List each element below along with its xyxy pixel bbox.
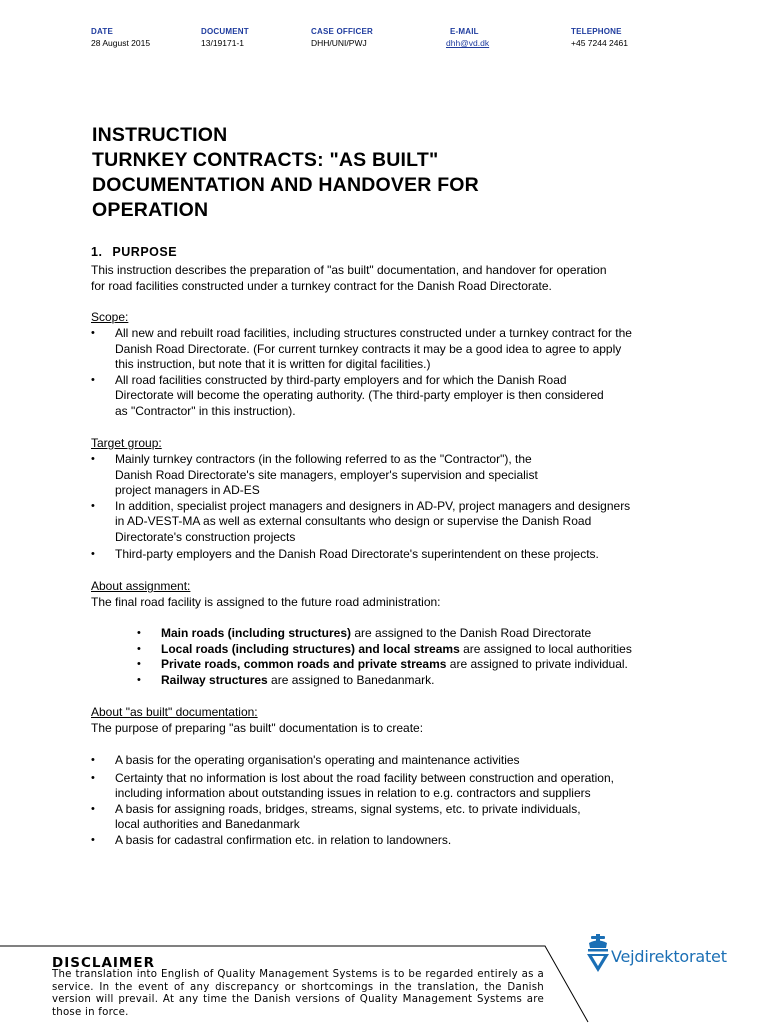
- target-group-list: [91, 452, 691, 563]
- disclaimer-text: The translation into English of Quality Management Systems is to be regarded entirely as a service. In the event of any discrepancy or shortcomings in the translation, the Danish version will prevail. At any time the Danish versions of Quality Management Systems are those in force.: [52, 969, 544, 1018]
- list-item: [91, 753, 691, 769]
- list-line: • In addition, specialist project managers and designers in AD-PV, project managers and designers: [115, 498, 631, 513]
- as-built-intro: The purpose of preparing "as built" documentation is to create:: [91, 721, 424, 735]
- list-item: [91, 771, 691, 802]
- section-heading: [91, 245, 177, 259]
- bold-text: Local roads (including structures) and local streams: [161, 641, 460, 656]
- list-item: [137, 626, 697, 642]
- scope-list: [91, 326, 691, 419]
- list-line: as "Contractor" in this instruction).: [115, 403, 296, 418]
- list-text: are assigned to the Danish Road Directorate: [351, 626, 592, 640]
- list-line: • A basis for cadastral confirmation etc. in relation to landowners.: [115, 832, 452, 847]
- as-built-bullets: [91, 753, 691, 848]
- email-link[interactable]: dhh@vd.dk: [446, 38, 490, 48]
- assignment-intro: The final road facility is assigned to the future road administration:: [91, 595, 441, 609]
- title-line-2: TURNKEY CONTRACTS: "AS BUILT": [92, 149, 439, 171]
- list-line: • All new and rebuilt road facilities, including structures constructed under a turnkey contract for the: [115, 326, 632, 340]
- list-item: [91, 326, 691, 373]
- title-line-4: OPERATION: [92, 199, 209, 221]
- list-line: including information about outstanding issues in relation to e.g. contractors and suppliers: [115, 786, 591, 800]
- as-built-list: [91, 753, 691, 848]
- list-text: are assigned to private individual.: [446, 657, 628, 671]
- bold-text: Railway structures: [161, 672, 268, 687]
- telephone-label: TELEPHONE: [571, 27, 622, 36]
- section-number: 1.: [91, 245, 103, 259]
- document-value: 13/19171-1: [201, 38, 245, 48]
- disclaimer-title: DISCLAIMER: [52, 955, 155, 971]
- list-line: • A basis for assigning roads, bridges, streams, signal systems, etc. to private individuals,: [115, 801, 581, 816]
- target-bullets: [91, 452, 691, 563]
- list-item: [91, 833, 691, 849]
- list-item: [137, 657, 697, 673]
- list-item: [137, 642, 697, 658]
- email-label: E-MAIL: [450, 27, 479, 36]
- bold-text: Private roads, common roads and private streams: [161, 657, 447, 671]
- list-line: • Mainly turnkey contractors (in the following referred to as the "Contractor"), the: [115, 452, 532, 466]
- date-label: DATE: [91, 27, 113, 36]
- list-text: are assigned to local authorities: [459, 641, 632, 656]
- list-line: Directorate will become the operating authority. (The third-party employer is then considered: [115, 388, 604, 402]
- telephone-value: +45 7244 2461: [571, 38, 628, 48]
- list-line: this instruction, but note that it is written for digital facilities.): [115, 357, 431, 371]
- list-line: local authorities and Banedanmark: [115, 817, 300, 831]
- bold-text: Main roads (including structures): [161, 626, 352, 640]
- list-line: in AD-VEST-MA as well as external consultants who design or supervise the Danish Road: [115, 514, 592, 528]
- section-title: PURPOSE: [112, 245, 178, 259]
- title-line-1: INSTRUCTION: [92, 124, 228, 146]
- list-line: • Certainty that no information is lost about the road facility between construction and operation,: [115, 770, 614, 785]
- list-item: [137, 673, 697, 689]
- assignment-bullets: [137, 626, 697, 688]
- assignment-heading: About assignment:: [91, 579, 191, 593]
- assignment-list: [137, 626, 697, 688]
- as-built-heading: About "as built" documentation:: [91, 705, 258, 719]
- list-line: • All road facilities constructed by third-party employers and for which the Danish Road: [115, 372, 567, 387]
- vejdirektoratet-crown-logo-icon: [585, 934, 611, 974]
- scope-bullets: [91, 326, 691, 419]
- list-line: • A basis for the operating organisation's operating and maintenance activities: [115, 753, 520, 767]
- list-item: [91, 547, 691, 563]
- date-value: 28 August 2015: [91, 38, 151, 48]
- list-line: Danish Road Directorate. (For current turnkey contracts it may be a good idea to agree to apply: [115, 341, 622, 356]
- list-item: [91, 452, 691, 499]
- target-group-heading: Target group:: [91, 436, 162, 450]
- list-line: • Third-party employers and the Danish Road Directorate's superintendent on these projects.: [115, 547, 599, 561]
- intro-line: for road facilities constructed under a turnkey contract for the Danish Road Directorate.: [91, 278, 552, 293]
- case-officer-value: DHH/UNI/PWJ: [311, 38, 367, 48]
- document-title: [92, 123, 479, 223]
- intro-line: This instruction describes the preparation of "as built" documentation, and handover for operation: [91, 263, 607, 277]
- title-line-3: DOCUMENTATION AND HANDOVER FOR: [92, 174, 479, 196]
- list-text: are assigned to Banedanmark.: [267, 672, 435, 687]
- list-line: Directorate's construction projects: [115, 529, 296, 544]
- list-line: Danish Road Directorate's site managers, employer's supervision and specialist: [115, 467, 538, 482]
- list-line: project managers in AD-ES: [115, 483, 260, 497]
- list-item: [91, 499, 691, 546]
- intro-paragraph: [91, 263, 607, 294]
- scope-heading: Scope:: [91, 310, 129, 324]
- list-item: [91, 373, 691, 420]
- document-label: DOCUMENT: [201, 27, 249, 36]
- case-officer-label: CASE OFFICER: [311, 27, 373, 36]
- logo-wordmark: Vejdirektoratet: [611, 947, 727, 966]
- list-item: [91, 802, 691, 833]
